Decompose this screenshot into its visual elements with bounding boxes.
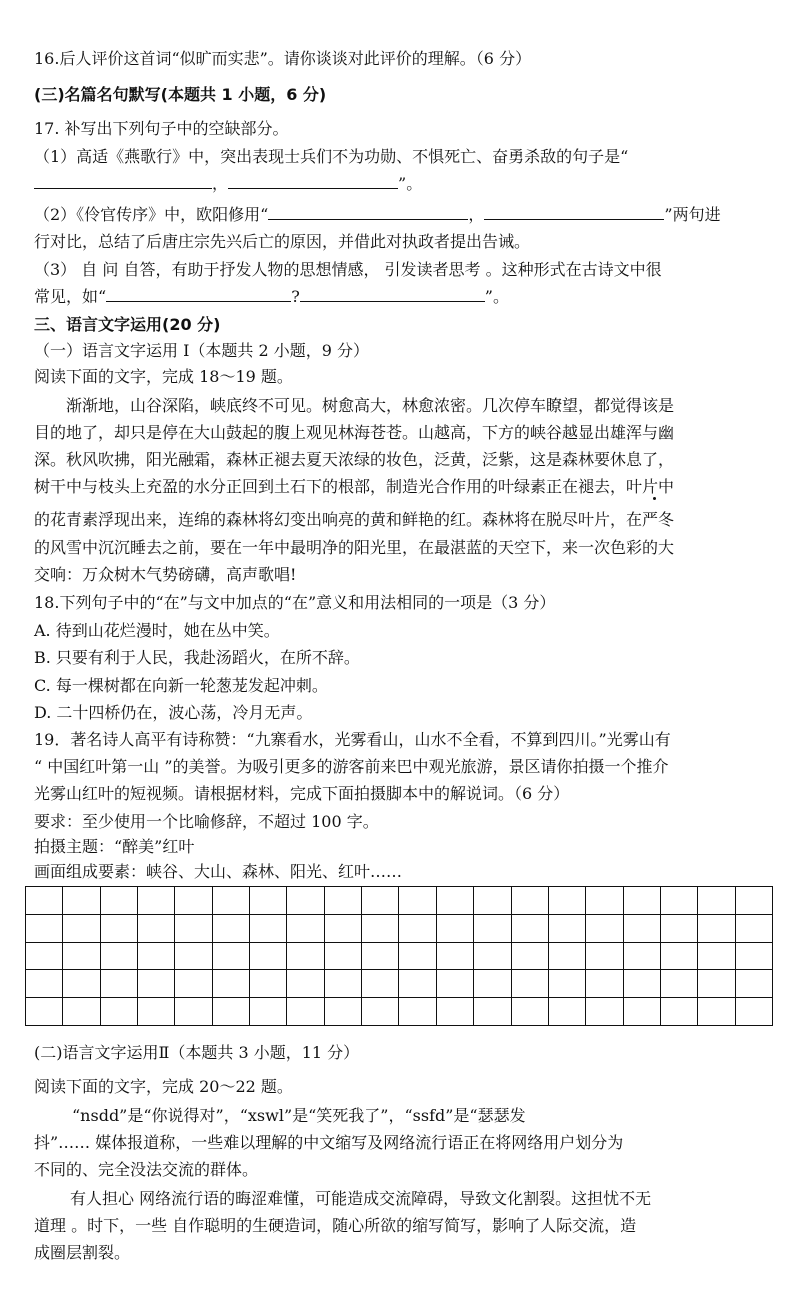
grid-cell[interactable] bbox=[213, 970, 250, 998]
grid-cell[interactable] bbox=[698, 943, 735, 971]
grid-cell[interactable] bbox=[250, 915, 287, 943]
question-17-1-blanks: ， ”。 bbox=[34, 173, 774, 195]
grid-cell[interactable] bbox=[175, 998, 212, 1026]
grid-cell[interactable] bbox=[512, 998, 549, 1026]
grid-cell[interactable] bbox=[437, 915, 474, 943]
question-19-cont: 光雾山红叶的短视频。请根据材料，完成下面拍摄脚本中的解说词。（6 分） bbox=[34, 784, 570, 803]
grid-cell[interactable] bbox=[586, 887, 623, 915]
option-a[interactable]: A. 待到山花烂漫时，她在丛中笑。 bbox=[34, 621, 280, 640]
grid-cell[interactable] bbox=[362, 970, 399, 998]
grid-cell[interactable] bbox=[437, 943, 474, 971]
grid-cell[interactable] bbox=[437, 970, 474, 998]
emphasis-dot bbox=[653, 497, 656, 500]
grid-cell[interactable] bbox=[399, 970, 436, 998]
grid-cell[interactable] bbox=[101, 970, 138, 998]
grid-cell[interactable] bbox=[175, 970, 212, 998]
grid-cell[interactable] bbox=[26, 998, 63, 1026]
grid-cell[interactable] bbox=[624, 970, 661, 998]
grid-cell[interactable] bbox=[549, 998, 586, 1026]
grid-cell[interactable] bbox=[661, 998, 698, 1026]
passage-line: 目的地了，却只是停在大山鼓起的腹上观见林海苍苍。山越高，下方的峡谷越显出雄浑与幽 bbox=[34, 423, 675, 442]
grid-cell[interactable] bbox=[213, 915, 250, 943]
grid-cell[interactable] bbox=[512, 887, 549, 915]
passage-line: 道理 。时下，一些 自作聪明的生硬造词，随心所欲的缩写简写，影响了人际交流，造 bbox=[34, 1216, 637, 1235]
grid-cell[interactable] bbox=[362, 887, 399, 915]
grid-cell[interactable] bbox=[175, 915, 212, 943]
question-17: 17. 补写出下列句子中的空缺部分。 bbox=[34, 119, 289, 138]
grid-cell[interactable] bbox=[698, 998, 735, 1026]
answer-blank[interactable] bbox=[228, 174, 398, 189]
grid-cell[interactable] bbox=[26, 943, 63, 971]
reading-instruction-1: 阅读下面的文字，完成 18～19 题。 bbox=[34, 367, 293, 386]
grid-cell[interactable] bbox=[399, 915, 436, 943]
question-17-2: （2）《伶官传序》中，欧阳修用“ ， ”两句进 bbox=[34, 205, 721, 224]
grid-cell[interactable] bbox=[698, 915, 735, 943]
grid-cell[interactable] bbox=[624, 943, 661, 971]
grid-cell[interactable] bbox=[661, 943, 698, 971]
question-17-3-blanks: 常见，如“ ? ”。 bbox=[34, 287, 509, 306]
grid-cell[interactable] bbox=[474, 943, 511, 971]
passage-line: “nsdd”是“你说得对”，“xswl”是“笑死我了”，“ssfd”是“瑟瑟发 bbox=[72, 1106, 526, 1125]
grid-cell[interactable] bbox=[512, 970, 549, 998]
grid-cell[interactable] bbox=[474, 970, 511, 998]
grid-cell[interactable] bbox=[138, 943, 175, 971]
grid-cell[interactable] bbox=[325, 970, 362, 998]
grid-cell[interactable] bbox=[399, 887, 436, 915]
grid-cell[interactable] bbox=[474, 915, 511, 943]
passage-line: 抖”…… 媒体报道称，一些难以理解的中文缩写及网络流行语正在将网络用户划分为 bbox=[34, 1133, 624, 1152]
grid-cell[interactable] bbox=[437, 887, 474, 915]
grid-cell[interactable] bbox=[624, 915, 661, 943]
grid-cell[interactable] bbox=[325, 943, 362, 971]
grid-cell[interactable] bbox=[586, 970, 623, 998]
part-3-header: 三、语言文字运用(20 分) bbox=[34, 315, 221, 334]
grid-cell[interactable] bbox=[138, 998, 175, 1026]
grid-cell[interactable] bbox=[287, 943, 324, 971]
grid-cell[interactable] bbox=[250, 970, 287, 998]
shooting-theme: 拍摄主题：“醉美”红叶 bbox=[34, 837, 195, 856]
grid-cell[interactable] bbox=[512, 943, 549, 971]
grid-cell[interactable] bbox=[63, 998, 100, 1026]
question-17-1: （1）高适《燕歌行》中，突出表现士兵们不为功勋、不惧死亡、奋勇杀敌的句子是“ bbox=[34, 147, 629, 166]
grid-cell[interactable] bbox=[26, 970, 63, 998]
grid-cell[interactable] bbox=[138, 887, 175, 915]
question-19: 19．著名诗人高平有诗称赞：“九寨看水，光雾看山，山水不全看，不算到四川。”光雾山有 bbox=[34, 730, 671, 749]
grid-cell[interactable] bbox=[213, 943, 250, 971]
grid-cell[interactable] bbox=[399, 998, 436, 1026]
grid-cell[interactable] bbox=[362, 943, 399, 971]
answer-blank[interactable] bbox=[34, 174, 212, 189]
grid-cell[interactable] bbox=[736, 998, 773, 1026]
grid-cell[interactable] bbox=[175, 887, 212, 915]
grid-cell[interactable] bbox=[325, 998, 362, 1026]
grid-cell[interactable] bbox=[287, 887, 324, 915]
grid-cell[interactable] bbox=[549, 887, 586, 915]
section-header-famous-lines: (三)名篇名句默写(本题共 1 小题，6 分) bbox=[34, 85, 327, 104]
grid-cell[interactable] bbox=[661, 887, 698, 915]
grid-cell[interactable] bbox=[101, 998, 138, 1026]
passage-line: 的风雪中沉沉睡去之前，要在一年中最明净的阳光里，在最湛蓝的天空下，来一次色彩的大 bbox=[34, 538, 675, 557]
grid-cell[interactable] bbox=[213, 998, 250, 1026]
grid-cell[interactable] bbox=[63, 915, 100, 943]
passage-line: 有人担心 网络流行语的晦涩难懂，可能造成交流障碍，导致文化割裂。这担忧不无 bbox=[70, 1189, 652, 1208]
grid-cell[interactable] bbox=[325, 887, 362, 915]
grid-cell[interactable] bbox=[63, 970, 100, 998]
grid-cell[interactable] bbox=[586, 998, 623, 1026]
scene-elements: 画面组成要素：峡谷、大山、森林、阳光、红叶…… bbox=[34, 862, 403, 881]
grid-cell[interactable] bbox=[175, 943, 212, 971]
grid-cell[interactable] bbox=[736, 915, 773, 943]
grid-cell[interactable] bbox=[63, 943, 100, 971]
answer-blank[interactable] bbox=[300, 287, 485, 302]
grid-cell[interactable] bbox=[287, 998, 324, 1026]
grid-cell[interactable] bbox=[736, 887, 773, 915]
grid-cell[interactable] bbox=[138, 915, 175, 943]
grid-cell[interactable] bbox=[549, 915, 586, 943]
grid-cell[interactable] bbox=[437, 998, 474, 1026]
grid-cell[interactable] bbox=[287, 970, 324, 998]
grid-cell[interactable] bbox=[26, 887, 63, 915]
passage-line: 成圈层割裂。 bbox=[34, 1243, 131, 1262]
grid-cell[interactable] bbox=[138, 970, 175, 998]
grid-cell[interactable] bbox=[250, 943, 287, 971]
grid-cell[interactable] bbox=[399, 943, 436, 971]
passage-line: 交响：万众树木气势磅礴，高声歌唱! bbox=[34, 565, 297, 584]
grid-cell[interactable] bbox=[586, 915, 623, 943]
passage-line: 渐渐地，山谷深陷，峡底终不可见。树愈高大，林愈浓密。几次停车瞭望，都觉得该是 bbox=[66, 396, 675, 415]
grid-cell[interactable] bbox=[698, 970, 735, 998]
grid-cell[interactable] bbox=[250, 998, 287, 1026]
grid-cell[interactable] bbox=[250, 887, 287, 915]
passage-line: 不同的、完全没法交流的群体。 bbox=[34, 1160, 259, 1179]
answer-blank[interactable] bbox=[268, 205, 468, 220]
grid-cell[interactable] bbox=[512, 915, 549, 943]
grid-cell[interactable] bbox=[63, 887, 100, 915]
question-19-cont: “ 中国红叶第一山 ”的美誉。为吸引更多的游客前来巴中观光旅游，景区请你拍摄一个推介 bbox=[34, 757, 669, 776]
grid-cell[interactable] bbox=[736, 970, 773, 998]
grid-cell[interactable] bbox=[287, 915, 324, 943]
answer-blank[interactable] bbox=[106, 287, 291, 302]
grid-cell[interactable] bbox=[213, 887, 250, 915]
grid-cell[interactable] bbox=[362, 915, 399, 943]
grid-cell[interactable] bbox=[101, 887, 138, 915]
grid-cell[interactable] bbox=[325, 915, 362, 943]
grid-cell[interactable] bbox=[362, 998, 399, 1026]
option-d[interactable]: D. 二十四桥仍在，波心荡，冷月无声。 bbox=[34, 703, 313, 722]
grid-cell[interactable] bbox=[736, 943, 773, 971]
subsection-2-header: (二)语言文字运用Ⅱ（本题共 3 小题，11 分） bbox=[34, 1043, 360, 1062]
passage-line: 树干中与枝头上充盈的水分正回到土石下的根部，制造光合作用的叶绿素正在褪去，叶片中 bbox=[34, 477, 675, 496]
question-18: 18.下列句子中的“在”与文中加点的“在”意义和用法相同的一项是（3 分） bbox=[34, 593, 556, 612]
passage-line: 的花青素浮现出来，连绵的森林将幻变出响亮的黄和鲜艳的红。森林将在脱尽叶片，在严冬 bbox=[34, 510, 675, 529]
grid-cell[interactable] bbox=[624, 887, 661, 915]
question-17-2-cont: 行对比，总结了后唐庄宗先兴后亡的原因，并借此对执政者提出告诫。 bbox=[34, 232, 531, 251]
subsection-1-header: （一）语言文字运用 I（本题共 2 小题，9 分） bbox=[34, 341, 370, 360]
grid-cell[interactable] bbox=[586, 943, 623, 971]
option-b[interactable]: B. 只要有利于人民，我赴汤蹈火，在所不辞。 bbox=[34, 648, 360, 667]
grid-cell[interactable] bbox=[549, 970, 586, 998]
answer-grid[interactable] bbox=[25, 886, 773, 1026]
grid-cell[interactable] bbox=[624, 998, 661, 1026]
grid-cell[interactable] bbox=[101, 915, 138, 943]
answer-blank[interactable] bbox=[484, 205, 664, 220]
reading-instruction-2: 阅读下面的文字，完成 20～22 题。 bbox=[34, 1077, 293, 1096]
requirement: 要求：至少使用一个比喻修辞，不超过 100 字。 bbox=[34, 812, 379, 831]
grid-cell[interactable] bbox=[549, 943, 586, 971]
grid-cell[interactable] bbox=[26, 915, 63, 943]
question-16: 16.后人评价这首词“似旷而实悲”。请你谈谈对此评价的理解。（6 分） bbox=[34, 49, 532, 68]
grid-cell[interactable] bbox=[661, 970, 698, 998]
grid-cell[interactable] bbox=[474, 887, 511, 915]
grid-cell[interactable] bbox=[661, 915, 698, 943]
option-c[interactable]: C. 每一棵树都在向新一轮葱茏发起冲刺。 bbox=[34, 676, 328, 695]
grid-cell[interactable] bbox=[101, 943, 138, 971]
grid-cell[interactable] bbox=[698, 887, 735, 915]
question-17-3: （3） 自 问 自答，有助于抒发人物的思想情感， 引发读者思考 。这种形式在古诗文中很 bbox=[34, 260, 662, 279]
grid-cell[interactable] bbox=[474, 998, 511, 1026]
passage-line: 深。秋风吹拂，阳光融霜，森林正褪去夏天浓绿的妆色，泛黄，泛紫，这是森林要休息了， bbox=[34, 450, 675, 469]
